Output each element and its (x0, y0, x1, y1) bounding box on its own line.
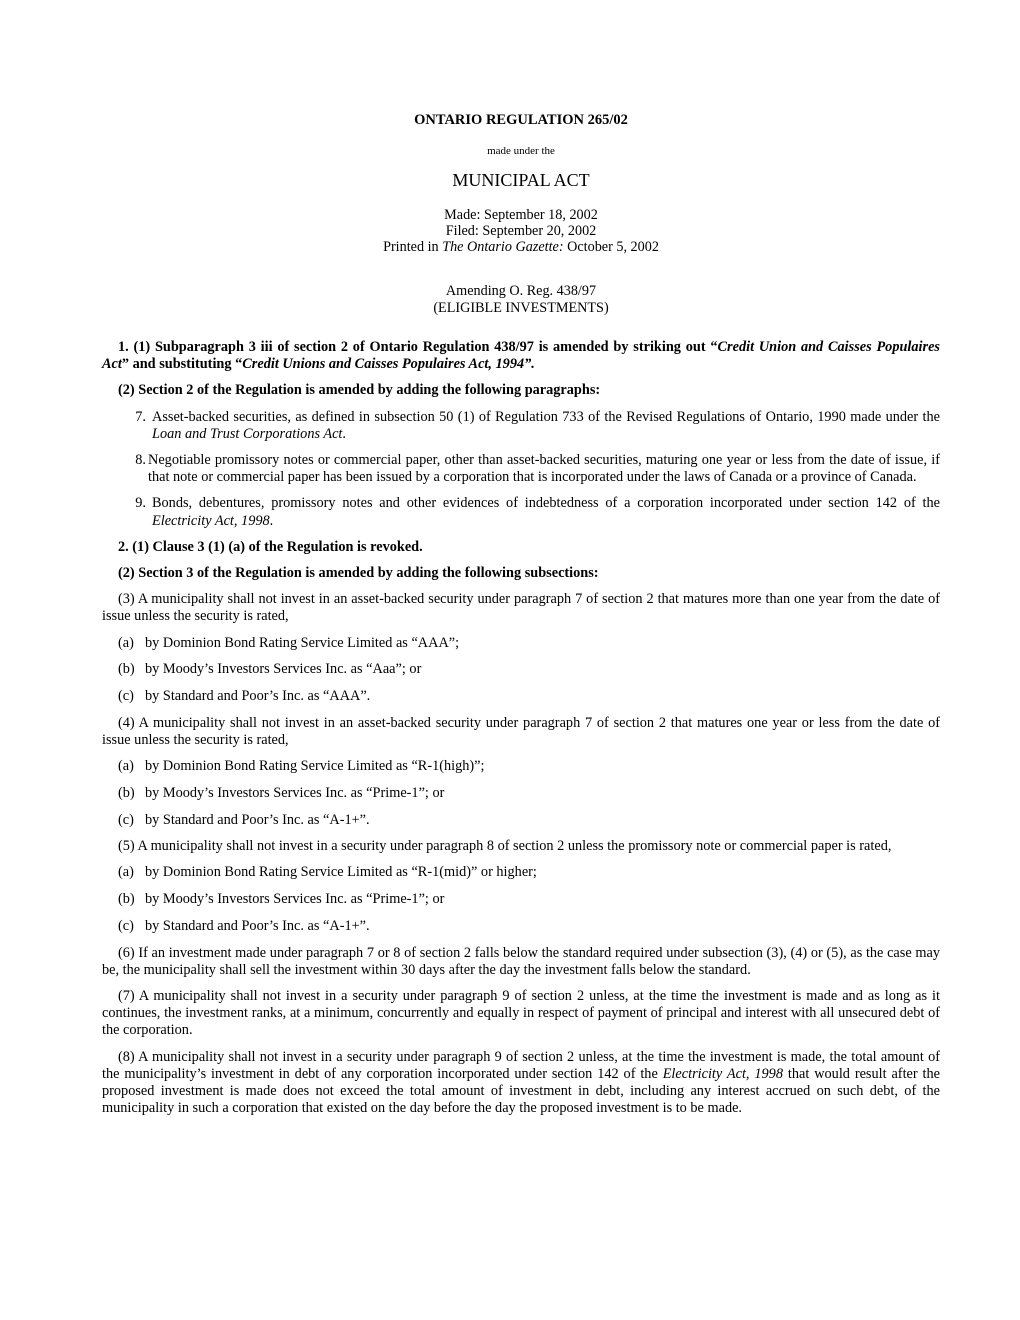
s1-1-italic-a: Credit Union and Caisses Populaires Act (102, 339, 940, 373)
made-under-label: made under the (487, 145, 555, 157)
paragraph-8 (102, 452, 940, 486)
act-name: MUNICIPAL ACT (452, 170, 590, 190)
sub8-text-a: (8) A municipality shall not invest in a security under paragraph 9 of section 2 unless, at the time the investment is made, the total amount of the municipality’s investment in debt of any corporation incorporated under section 142 of the (102, 1048, 940, 1082)
subsection-6: (6) If an investment made under paragraph 7 or 8 of section 2 falls below the standard required under subsection (3), (4) or (5), as the case may be, the municipality shall sell the investment within 30 days after the day the investment falls below the standard. (102, 944, 940, 978)
section-2-1: 2. (1) Clause 3 (1) (a) of the Regulation is revoked. (118, 538, 423, 555)
sub8-italic: Electricity Act, 1998 (662, 1065, 783, 1082)
p7-text-b: . (342, 425, 346, 442)
gazette-name: The Ontario Gazette: (442, 239, 564, 255)
clause-label: (c) (118, 688, 134, 705)
clause-4-a (102, 758, 940, 775)
clause-3-a (102, 635, 940, 652)
clause-5-c (102, 918, 940, 935)
section-2-2: (2) Section 3 of the Regulation is amended by adding the following subsections: (118, 565, 599, 582)
s1-1-text-b: ” and substituting “ (121, 356, 243, 373)
clause-3-b (102, 661, 940, 678)
clause-text: by Moody’s Investors Services Inc. as “Prime-1”; or (145, 784, 445, 801)
clause-4-c (102, 812, 940, 829)
s1-1-italic-b: Credit Unions and Caisses Populaires Act, 1994”. (242, 356, 535, 373)
clause-label: (b) (118, 891, 135, 908)
printed-prefix: Printed in (383, 239, 443, 255)
paragraph-8-text: Negotiable promissory notes or commercial paper, other than asset-backed securities, maturing one year or less from the date of issue, if that note or commercial paper has been issued by a corporation that is incorporated under the laws of Canada or a province of Canada. (148, 452, 940, 486)
subsection-3: (3) A municipality shall not invest in an asset-backed security under paragraph 7 of section 2 that matures more than one year from the date of issue unless the security is rated, (102, 591, 940, 625)
amending-block (102, 283, 940, 317)
date-block (102, 207, 940, 255)
paragraph-9 (102, 495, 940, 529)
paragraph-7-number: 7. (135, 408, 146, 425)
clause-label: (c) (118, 811, 134, 828)
paragraph-9-text (146, 495, 940, 529)
section-1-1 (102, 339, 940, 373)
subsection-7: (7) A municipality shall not invest in a security under paragraph 9 of section 2 unless, at the time the investment is made and as long as it continues, the investment ranks, at a minimum, concurrently and equally in respect of payment of principal and interest with all unsecured debt of the corporation. (102, 987, 940, 1039)
paragraph-8-number: 8. (135, 452, 146, 469)
clause-5-b (102, 891, 940, 908)
clause-label: (a) (118, 864, 134, 881)
clause-text: by Standard and Poor’s Inc. as “AAA”. (145, 688, 371, 705)
clause-label: (c) (118, 917, 134, 934)
clause-label: (a) (118, 634, 134, 651)
clause-text: by Moody’s Investors Services Inc. as “Aaa”; or (145, 661, 422, 678)
subsection-5: (5) A municipality shall not invest in a security under paragraph 8 of section 2 unless the promissory note or commercial paper is rated, (118, 838, 892, 855)
clause-4-b (102, 785, 940, 802)
regulation-subtitle: (ELIGIBLE INVESTMENTS) (433, 300, 609, 316)
subsection-8 (102, 1049, 940, 1118)
amending-line: Amending O. Reg. 438/97 (445, 283, 597, 299)
clause-text: by Dominion Bond Rating Service Limited as “AAA”; (145, 634, 460, 651)
clause-text: by Dominion Bond Rating Service Limited as “R-1(high)”; (145, 758, 485, 775)
made-date: Made: September 18, 2002 (444, 207, 598, 223)
printed-line (102, 239, 940, 255)
clause-text: by Standard and Poor’s Inc. as “A-1+”. (145, 811, 370, 828)
clause-label: (b) (118, 784, 135, 801)
regulation-title: ONTARIO REGULATION 265/02 (414, 112, 628, 128)
paragraph-7 (102, 409, 940, 443)
p9-italic: Electricity Act, 1998 (152, 512, 270, 529)
clause-5-a (102, 864, 940, 881)
subsection-4: (4) A municipality shall not invest in an asset-backed security under paragraph 7 of section 2 that matures one year or less from the date of issue unless the security is rated, (102, 714, 940, 748)
regulation-body (102, 339, 940, 1126)
clause-label: (b) (118, 661, 135, 678)
clause-text: by Moody’s Investors Services Inc. as “Prime-1”; or (145, 891, 445, 908)
clause-3-c (102, 688, 940, 705)
filed-date: Filed: September 20, 2002 (445, 223, 597, 239)
s1-1-text-a: 1. (1) Subparagraph 3 iii of section 2 of Ontario Regulation 438/97 is amended by striking out “ (118, 339, 718, 355)
p9-text-b: . (269, 512, 274, 529)
clause-label: (a) (118, 758, 134, 775)
p9-text-a: Bonds, debentures, promissory notes and other evidences of indebtedness of a corporation incorporated under section 142 of the (152, 495, 940, 512)
clause-text: by Standard and Poor’s Inc. as “A-1+”. (145, 917, 370, 934)
p7-italic: Loan and Trust Corporations Act (152, 425, 343, 442)
paragraph-9-number: 9. (135, 495, 146, 512)
clause-text: by Dominion Bond Rating Service Limited as “R-1(mid)” or higher; (145, 864, 537, 881)
printed-date: October 5, 2002 (563, 239, 659, 255)
sub8-text-b: that would result after the proposed investment is made does not exceed the total amount of investment in debt, including any interest accrued on such debt, of the municipality in such a corporation that existed on the day before the day the proposed investment is to be made. (102, 1065, 941, 1117)
p7-text-a: Asset-backed securities, as defined in subsection 50 (1) of Regulation 733 of the Revised Regulations of Ontario, 1990 made under the (152, 408, 940, 425)
paragraph-7-text (146, 409, 940, 443)
section-1-2: (2) Section 2 of the Regulation is amended by adding the following paragraphs: (118, 382, 601, 399)
